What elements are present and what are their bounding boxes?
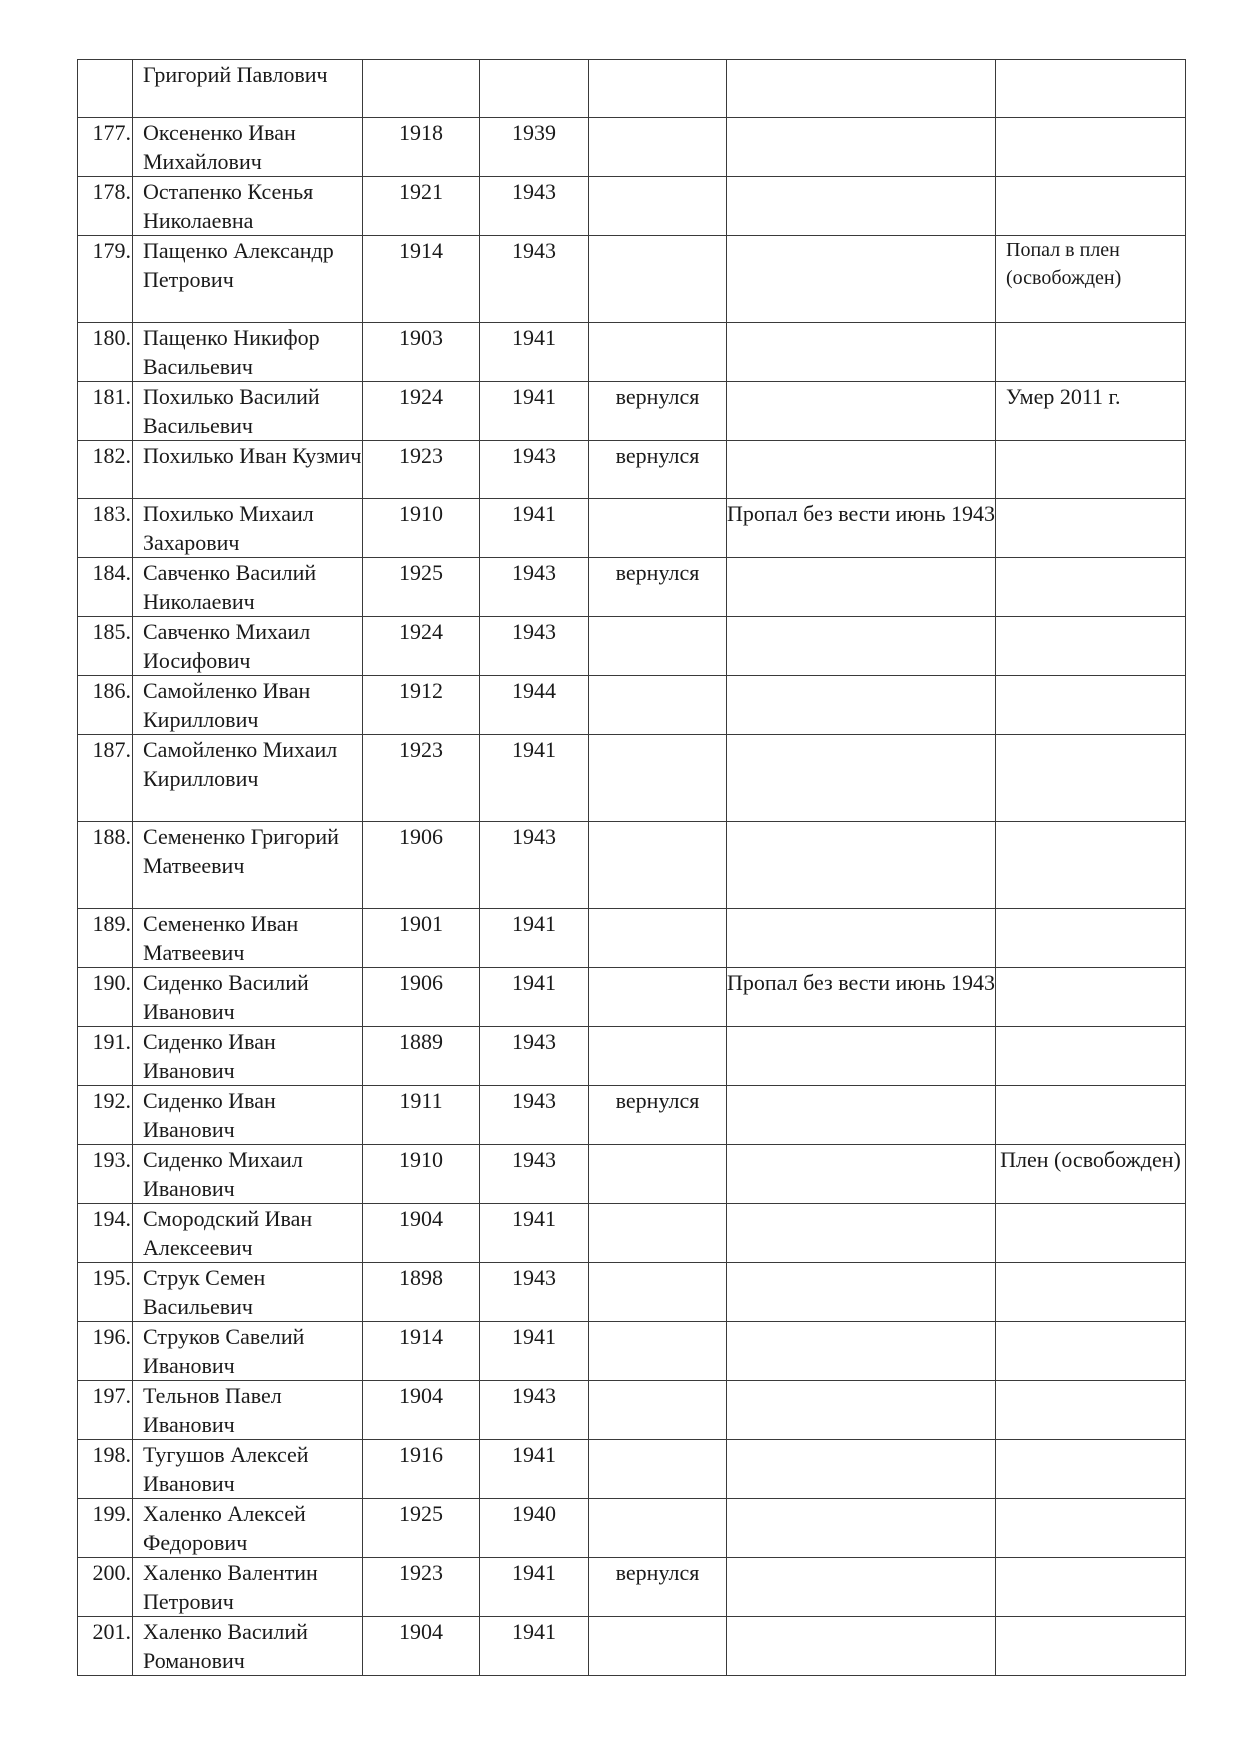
birth-year: 1904 xyxy=(363,1204,480,1263)
person-name: Похилько Иван Кузмич xyxy=(133,441,363,499)
table-row xyxy=(78,968,1186,1027)
draft-year: 1943 xyxy=(480,1027,589,1086)
note-cell xyxy=(996,177,1186,236)
draft-year: 1943 xyxy=(480,441,589,499)
row-number: 184. xyxy=(78,558,133,617)
table-row xyxy=(78,1263,1186,1322)
draft-year: 1943 xyxy=(480,1145,589,1204)
draft-year: 1941 xyxy=(480,1440,589,1499)
person-name: Смородский Иван Алексеевич xyxy=(133,1204,363,1263)
returned-status xyxy=(589,236,727,323)
birth-year: 1906 xyxy=(363,968,480,1027)
birth-year: 1923 xyxy=(363,1558,480,1617)
draft-year: 1943 xyxy=(480,236,589,323)
table-row xyxy=(78,441,1186,499)
note-cell xyxy=(996,617,1186,676)
row-number: 187. xyxy=(78,735,133,822)
person-name: Халенко Василий Романович xyxy=(133,1617,363,1676)
row-number: 193. xyxy=(78,1145,133,1204)
person-name: Савченко Михаил Иосифович xyxy=(133,617,363,676)
returned-status xyxy=(589,60,727,118)
table-row xyxy=(78,1145,1186,1204)
returned-status: вернулся xyxy=(589,382,727,441)
birth-year: 1911 xyxy=(363,1086,480,1145)
row-number xyxy=(78,60,133,118)
table-row xyxy=(78,323,1186,382)
draft-year: 1941 xyxy=(480,1204,589,1263)
row-number: 190. xyxy=(78,968,133,1027)
table-row xyxy=(78,1617,1186,1676)
missing-status xyxy=(727,1204,996,1263)
person-name: Пащенко Никифор Васильевич xyxy=(133,323,363,382)
draft-year: 1943 xyxy=(480,1263,589,1322)
birth-year: 1924 xyxy=(363,617,480,676)
returned-status xyxy=(589,1204,727,1263)
table-row xyxy=(78,1440,1186,1499)
returned-status xyxy=(589,323,727,382)
note-cell xyxy=(996,60,1186,118)
table-row xyxy=(78,1204,1186,1263)
returned-status: вернулся xyxy=(589,441,727,499)
returned-status xyxy=(589,118,727,177)
note-cell xyxy=(996,118,1186,177)
draft-year: 1944 xyxy=(480,676,589,735)
person-name: Тугушов Алексей Иванович xyxy=(133,1440,363,1499)
person-name: Сиденко Иван Иванович xyxy=(133,1027,363,1086)
birth-year: 1906 xyxy=(363,822,480,909)
row-number: 178. xyxy=(78,177,133,236)
returned-status xyxy=(589,617,727,676)
returned-status xyxy=(589,735,727,822)
birth-year: 1916 xyxy=(363,1440,480,1499)
note-cell xyxy=(996,1263,1186,1322)
missing-status xyxy=(727,909,996,968)
note-cell xyxy=(996,1381,1186,1440)
row-number: 181. xyxy=(78,382,133,441)
table-row xyxy=(78,177,1186,236)
table-row xyxy=(78,118,1186,177)
row-number: 188. xyxy=(78,822,133,909)
table-row xyxy=(78,1499,1186,1558)
person-name: Похилько Василий Васильевич xyxy=(133,382,363,441)
returned-status xyxy=(589,676,727,735)
person-name: Остапенко Ксенья Николаевна xyxy=(133,177,363,236)
note-cell xyxy=(996,1322,1186,1381)
birth-year: 1923 xyxy=(363,735,480,822)
missing-status xyxy=(727,1027,996,1086)
missing-status xyxy=(727,1558,996,1617)
missing-status xyxy=(727,1145,996,1204)
birth-year: 1898 xyxy=(363,1263,480,1322)
row-number: 191. xyxy=(78,1027,133,1086)
table-row xyxy=(78,822,1186,909)
table-row xyxy=(78,1558,1186,1617)
person-name: Халенко Алексей Федорович xyxy=(133,1499,363,1558)
row-number: 201. xyxy=(78,1617,133,1676)
birth-year: 1914 xyxy=(363,236,480,323)
missing-status xyxy=(727,323,996,382)
draft-year: 1941 xyxy=(480,1322,589,1381)
table-row xyxy=(78,676,1186,735)
returned-status xyxy=(589,1263,727,1322)
draft-year: 1941 xyxy=(480,323,589,382)
row-number: 179. xyxy=(78,236,133,323)
draft-year: 1941 xyxy=(480,1558,589,1617)
birth-year: 1910 xyxy=(363,1145,480,1204)
row-number: 196. xyxy=(78,1322,133,1381)
note-cell xyxy=(996,676,1186,735)
birth-year: 1924 xyxy=(363,382,480,441)
birth-year: 1904 xyxy=(363,1381,480,1440)
person-name: Халенко Валентин Петрович xyxy=(133,1558,363,1617)
missing-status xyxy=(727,1381,996,1440)
returned-status xyxy=(589,499,727,558)
missing-status xyxy=(727,60,996,118)
person-name: Савченко Василий Николаевич xyxy=(133,558,363,617)
missing-status xyxy=(727,382,996,441)
draft-year: 1939 xyxy=(480,118,589,177)
note-cell xyxy=(996,1440,1186,1499)
note-cell xyxy=(996,558,1186,617)
person-name: Григорий Павлович xyxy=(133,60,363,118)
birth-year: 1912 xyxy=(363,676,480,735)
draft-year: 1943 xyxy=(480,1381,589,1440)
note-cell xyxy=(996,1617,1186,1676)
draft-year: 1943 xyxy=(480,558,589,617)
register-body xyxy=(78,60,1186,1676)
returned-status xyxy=(589,177,727,236)
person-name: Струков Савелий Иванович xyxy=(133,1322,363,1381)
draft-year: 1941 xyxy=(480,735,589,822)
table-row xyxy=(78,60,1186,118)
birth-year: 1910 xyxy=(363,499,480,558)
birth-year: 1914 xyxy=(363,1322,480,1381)
draft-year: 1943 xyxy=(480,617,589,676)
person-name: Сиденко Иван Иванович xyxy=(133,1086,363,1145)
returned-status: вернулся xyxy=(589,1086,727,1145)
draft-year: 1941 xyxy=(480,499,589,558)
table-row xyxy=(78,499,1186,558)
note-cell: Попал в плен (освобожден) xyxy=(996,236,1186,323)
missing-status xyxy=(727,1322,996,1381)
birth-year: 1903 xyxy=(363,323,480,382)
missing-status xyxy=(727,236,996,323)
row-number: 199. xyxy=(78,1499,133,1558)
person-name: Пащенко Александр Петрович xyxy=(133,236,363,323)
note-cell xyxy=(996,441,1186,499)
person-name: Сиденко Михаил Иванович xyxy=(133,1145,363,1204)
birth-year: 1923 xyxy=(363,441,480,499)
draft-year: 1943 xyxy=(480,822,589,909)
person-name: Оксененко Иван Михайлович xyxy=(133,118,363,177)
row-number: 185. xyxy=(78,617,133,676)
person-name: Семененко Иван Матвеевич xyxy=(133,909,363,968)
person-name: Семененко Григорий Матвеевич xyxy=(133,822,363,909)
draft-year: 1943 xyxy=(480,177,589,236)
missing-status xyxy=(727,177,996,236)
draft-year: 1943 xyxy=(480,1086,589,1145)
birth-year: 1904 xyxy=(363,1617,480,1676)
birth-year: 1918 xyxy=(363,118,480,177)
table-row xyxy=(78,735,1186,822)
draft-year: 1940 xyxy=(480,1499,589,1558)
missing-status xyxy=(727,1499,996,1558)
note-cell xyxy=(996,735,1186,822)
returned-status: вернулся xyxy=(589,558,727,617)
note-cell xyxy=(996,1499,1186,1558)
note-cell xyxy=(996,323,1186,382)
person-name: Самойленко Михаил Кириллович xyxy=(133,735,363,822)
person-name: Струк Семен Васильевич xyxy=(133,1263,363,1322)
person-name: Сиденко Василий Иванович xyxy=(133,968,363,1027)
table-row xyxy=(78,1086,1186,1145)
row-number: 189. xyxy=(78,909,133,968)
missing-status xyxy=(727,735,996,822)
note-cell xyxy=(996,1204,1186,1263)
birth-year: 1925 xyxy=(363,558,480,617)
row-number: 182. xyxy=(78,441,133,499)
returned-status xyxy=(589,909,727,968)
person-name: Самойленко Иван Кириллович xyxy=(133,676,363,735)
table-row xyxy=(78,1027,1186,1086)
table-row xyxy=(78,236,1186,323)
draft-year: 1941 xyxy=(480,1617,589,1676)
missing-status xyxy=(727,118,996,177)
returned-status xyxy=(589,822,727,909)
birth-year: 1889 xyxy=(363,1027,480,1086)
draft-year: 1941 xyxy=(480,968,589,1027)
note-cell xyxy=(996,909,1186,968)
table-row xyxy=(78,558,1186,617)
missing-status xyxy=(727,441,996,499)
note-cell xyxy=(996,822,1186,909)
row-number: 197. xyxy=(78,1381,133,1440)
note-cell xyxy=(996,1027,1186,1086)
birth-year: 1921 xyxy=(363,177,480,236)
returned-status xyxy=(589,1617,727,1676)
table-row xyxy=(78,382,1186,441)
missing-status: Пропал без вести июнь 1943 xyxy=(727,968,996,1027)
returned-status xyxy=(589,1322,727,1381)
row-number: 183. xyxy=(78,499,133,558)
missing-status xyxy=(727,1617,996,1676)
returned-status xyxy=(589,1027,727,1086)
missing-status: Пропал без вести июнь 1943 xyxy=(727,499,996,558)
row-number: 177. xyxy=(78,118,133,177)
returned-status xyxy=(589,1145,727,1204)
row-number: 200. xyxy=(78,1558,133,1617)
birth-year: 1925 xyxy=(363,1499,480,1558)
note-cell: Умер 2011 г. xyxy=(996,382,1186,441)
missing-status xyxy=(727,822,996,909)
draft-year: 1941 xyxy=(480,909,589,968)
table-row xyxy=(78,617,1186,676)
birth-year: 1901 xyxy=(363,909,480,968)
returned-status xyxy=(589,1381,727,1440)
missing-status xyxy=(727,617,996,676)
row-number: 194. xyxy=(78,1204,133,1263)
table-row xyxy=(78,1381,1186,1440)
note-cell xyxy=(996,499,1186,558)
row-number: 180. xyxy=(78,323,133,382)
note-cell xyxy=(996,968,1186,1027)
returned-status: вернулся xyxy=(589,1558,727,1617)
missing-status xyxy=(727,558,996,617)
missing-status xyxy=(727,1263,996,1322)
row-number: 198. xyxy=(78,1440,133,1499)
table-row xyxy=(78,909,1186,968)
person-name: Тельнов Павел Иванович xyxy=(133,1381,363,1440)
note-cell xyxy=(996,1558,1186,1617)
table-row xyxy=(78,1322,1186,1381)
veterans-register-table xyxy=(77,59,1186,1676)
missing-status xyxy=(727,676,996,735)
returned-status xyxy=(589,968,727,1027)
missing-status xyxy=(727,1086,996,1145)
missing-status xyxy=(727,1440,996,1499)
returned-status xyxy=(589,1499,727,1558)
row-number: 195. xyxy=(78,1263,133,1322)
person-name: Похилько Михаил Захарович xyxy=(133,499,363,558)
draft-year: 1941 xyxy=(480,382,589,441)
row-number: 192. xyxy=(78,1086,133,1145)
note-cell: Плен (освобожден) xyxy=(996,1145,1186,1204)
birth-year xyxy=(363,60,480,118)
returned-status xyxy=(589,1440,727,1499)
note-cell xyxy=(996,1086,1186,1145)
draft-year xyxy=(480,60,589,118)
row-number: 186. xyxy=(78,676,133,735)
